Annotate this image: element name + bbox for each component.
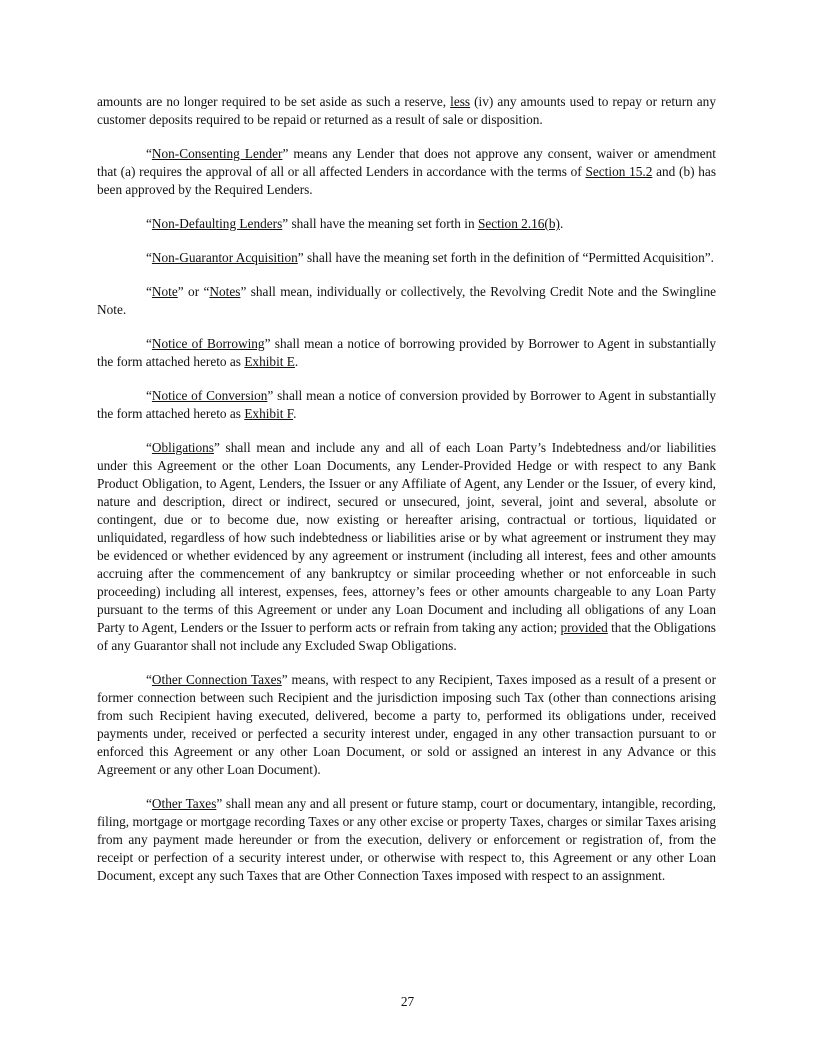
definition-notice-of-borrowing — [97, 335, 716, 371]
underlined-term: Exhibit E — [244, 354, 295, 369]
text-segment: “ — [146, 250, 152, 265]
text-segment: “ — [146, 388, 152, 403]
text-segment: ” shall mean, individually or collectively, the Revolving Credit Note and the Swingline Note. — [97, 284, 717, 317]
underlined-term: Obligations — [151, 440, 214, 455]
underlined-term: less — [450, 94, 471, 109]
text-segment: . — [294, 354, 299, 369]
definition-obligations — [97, 439, 716, 655]
text-segment: “ — [146, 336, 152, 351]
text-segment: “ — [146, 216, 152, 231]
text-segment: ” means any Lender that does not approve any consent, waiver or amendment that (a) requires the approval of all or all affected Lenders in accordance with the terms of — [97, 146, 716, 179]
definition-notice-of-conversion — [97, 387, 716, 423]
text-segment: and (b) has been approved by the Required Lenders. — [97, 164, 716, 197]
definition-non-consenting-lender — [97, 145, 716, 199]
underlined-term: Notice of Conversion — [151, 388, 268, 403]
underlined-term: Note — [151, 284, 178, 299]
paragraph-reserve-continuation — [97, 93, 716, 129]
text-segment: ” shall have the meaning set forth in — [282, 216, 478, 231]
text-segment: “ — [146, 146, 152, 161]
definition-non-guarantor-acquisition — [97, 249, 716, 267]
text-segment: ” means, with respect to any Recipient, Taxes imposed as a result of a present or former connection between such Recipient and the jurisdiction imposing such Tax (other than connections arising from such Recipient having executed, delivered, become a party to, performed its obligations under, received payments under, received or perfected a security interest under, engaged in any other transaction pursuant to or enforced this Agreement or any other Loan Document, or sold or assigned an interest in any Advance or this Agreement or any other Loan Document). — [97, 672, 716, 777]
text-segment: amounts are no longer required to be set aside as such a reserve, — [97, 94, 451, 109]
text-segment: ” shall mean any and all present or future stamp, court or documentary, intangible, recording, filing, mortgage or mortgage recording Taxes or any other excise or property Taxes, charges or similar Taxes arising from any payment made hereunder or from the execution, delivery or enforcement or registration of, from the receipt or perfection of a security interest under, or otherwise with respect to, this Agreement or any other Loan Document, except any such Taxes that are Other Connection Taxes imposed with respect to an assignment. — [97, 796, 716, 883]
definition-note — [97, 283, 716, 319]
underlined-term: Notice of Borrowing — [151, 336, 265, 351]
definition-other-taxes — [97, 795, 716, 885]
text-segment: . — [559, 216, 564, 231]
text-segment: ” shall mean a notice of conversion provided by Borrower to Agent in substantially the form attached hereto as — [97, 388, 716, 421]
text-segment: “ — [146, 796, 152, 811]
text-segment: (iv) any amounts used to repay or return any customer deposits required to be repaid or returned as a result of sale or disposition. — [97, 94, 716, 127]
text-segment: “ — [146, 284, 152, 299]
text-segment: “ — [146, 440, 152, 455]
underlined-term: Other Taxes — [151, 796, 217, 811]
text-segment: ” shall have the meaning set forth in the definition of “Permitted Acquisition”. — [297, 250, 714, 265]
definition-non-defaulting-lenders — [97, 215, 716, 233]
document-page — [97, 93, 716, 901]
underlined-term: Non-Defaulting Lenders — [151, 216, 283, 231]
text-segment: “ — [146, 672, 152, 687]
text-segment: ” or “ — [177, 284, 210, 299]
underlined-term: Exhibit F — [244, 406, 294, 421]
underlined-term: Notes — [209, 284, 241, 299]
text-segment: . — [293, 406, 297, 421]
text-segment: that the Obligations of any Guarantor shall not include any Excluded Swap Obligations. — [97, 620, 716, 653]
underlined-term: Other Connection Taxes — [151, 672, 282, 687]
underlined-term: Non-Guarantor Acquisition — [151, 250, 298, 265]
text-segment: ” shall mean a notice of borrowing provided by Borrower to Agent in substantially the form attached hereto as — [97, 336, 716, 369]
underlined-term: Section 2.16(b) — [477, 216, 560, 231]
text-segment: ” shall mean and include any and all of each Loan Party’s Indebtedness and/or liabilities under this Agreement or the other Loan Documents, any Lender-Provided Hedge or with respect to any Bank Product Obligation, to Agent, Lenders, the Issuer or any Affiliate of Agent, any Lender or the Issuer, of every kind, nature and description, direct or indirect, secured or unsecured, joint, several, joint and several, absolute or contingent, due or to become due, now existing or hereafter arising, contractual or tortious, liquidated or unliquidated, regardless of how such indebtedness or liabilities arise or by what agreement or instrument they may be evidenced or whether evidenced by any agreement or instrument (including all interest, fees and other amounts accruing after the commencement of any bankruptcy or similar proceeding whether or not enforceable in such proceeding) including all interest, expenses, fees, attorney’s fees or other amounts chargeable to any Loan Party pursuant to the terms of this Agreement or under any Loan Document and including all obligations of any Loan Party to Agent, Lenders or the Issuer to perform acts or refrain from taking any action; — [97, 440, 716, 635]
underlined-term: Section 15.2 — [585, 164, 653, 179]
page-number: 27 — [400, 994, 415, 1009]
definition-other-connection-taxes — [97, 671, 716, 779]
underlined-term: provided — [560, 620, 608, 635]
underlined-term: Non-Consenting Lender — [151, 146, 283, 161]
